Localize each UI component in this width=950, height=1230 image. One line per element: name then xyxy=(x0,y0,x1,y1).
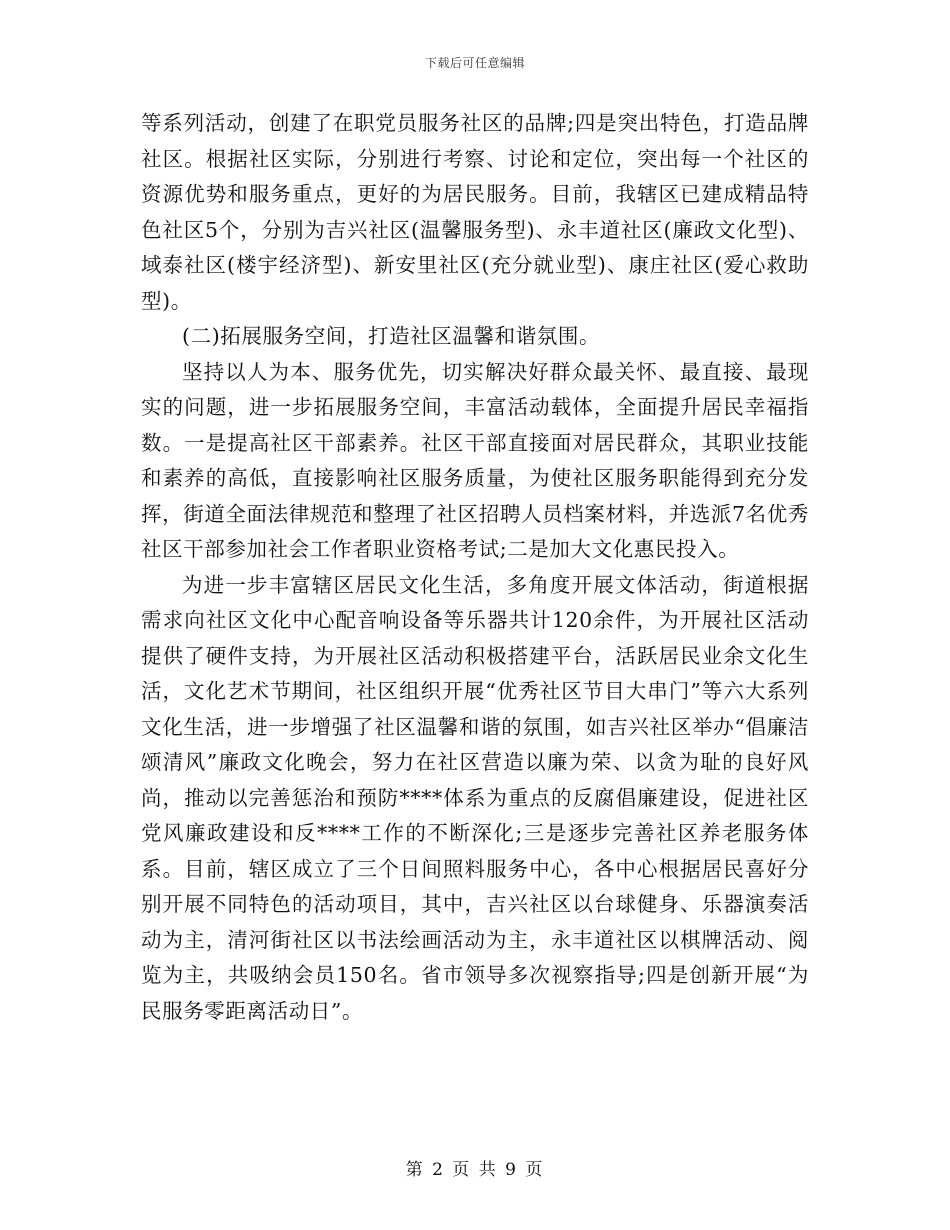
page-number-footer: 第 2 页 共 9 页 xyxy=(405,1160,545,1180)
paragraph-continuation: 等系列活动，创建了在职党员服务社区的品牌;四是突出特色，打造品牌社区。根据社区实际，分别进行考察、讨论和定位，突出每一个社区的资源优势和服务重点，更好的为居民服务。目前，我辖区已建成精品特色社区5个，分别为吉兴社区(温馨服务型)、永丰道社区(廉政文化型)、域泰社区(楼宇经济型)、新安里社区(充分就业型)、康庄社区(爱心救助型)。 xyxy=(141,111,809,313)
page-header-note: 下载后可任意编辑 xyxy=(424,56,525,70)
document-body xyxy=(141,106,809,1029)
paragraph: 为进一步丰富辖区居民文化生活，多角度开展文体活动，街道根据需求向社区文化中心配音响设备等乐器共计120余件，为开展社区活动提供了硬件支持，为开展社区活动积极搭建平台，活跃居民业余文化生活，文化艺术节期间，社区组织开展“优秀社区节目大串门”等六大系列文化生活，进一步增强了社区温馨和谐的氛围，如吉兴社区举办“倡廉洁颂清风”廉政文化晚会，努力在社区营造以廉为荣、以贪为耻的良好风尚，推动以完善惩治和预防****体系为重点的反腐倡廉建设，促进社区党风廉政建设和反****工作的不断深化;三是逐步完善社区养老服务体系。目前，辖区成立了三个日间照料服务中心，各中心根据居民喜好分别开展不同特色的活动项目，其中，吉兴社区以台球健身、乐器演奏活动为主，清河街社区以书法绘画活动为主，永丰道社区以棋牌活动、阅览为主，共吸纳会员150名。省市领导多次视察指导;四是创新开展“为民服务零距离活动日”。 xyxy=(141,572,809,1023)
section-heading: (二)拓展服务空间，打造社区温馨和谐氛围。 xyxy=(182,324,601,348)
paragraph: 坚持以人为本、服务优先，切实解决好群众最关怀、最直接、最现实的问题，进一步拓展服务空间，丰富活动载体，全面提升居民幸福指数。一是提高社区干部素养。社区干部直接面对居民群众，其职业技能和素养的高低，直接影响社区服务质量，为使社区服务职能得到充分发挥，街道全面法律规范和整理了社区招聘人员档案材料，并选派7名优秀社区干部参加社会工作者职业资格考试;二是加大文化惠民投入。 xyxy=(141,359,809,561)
